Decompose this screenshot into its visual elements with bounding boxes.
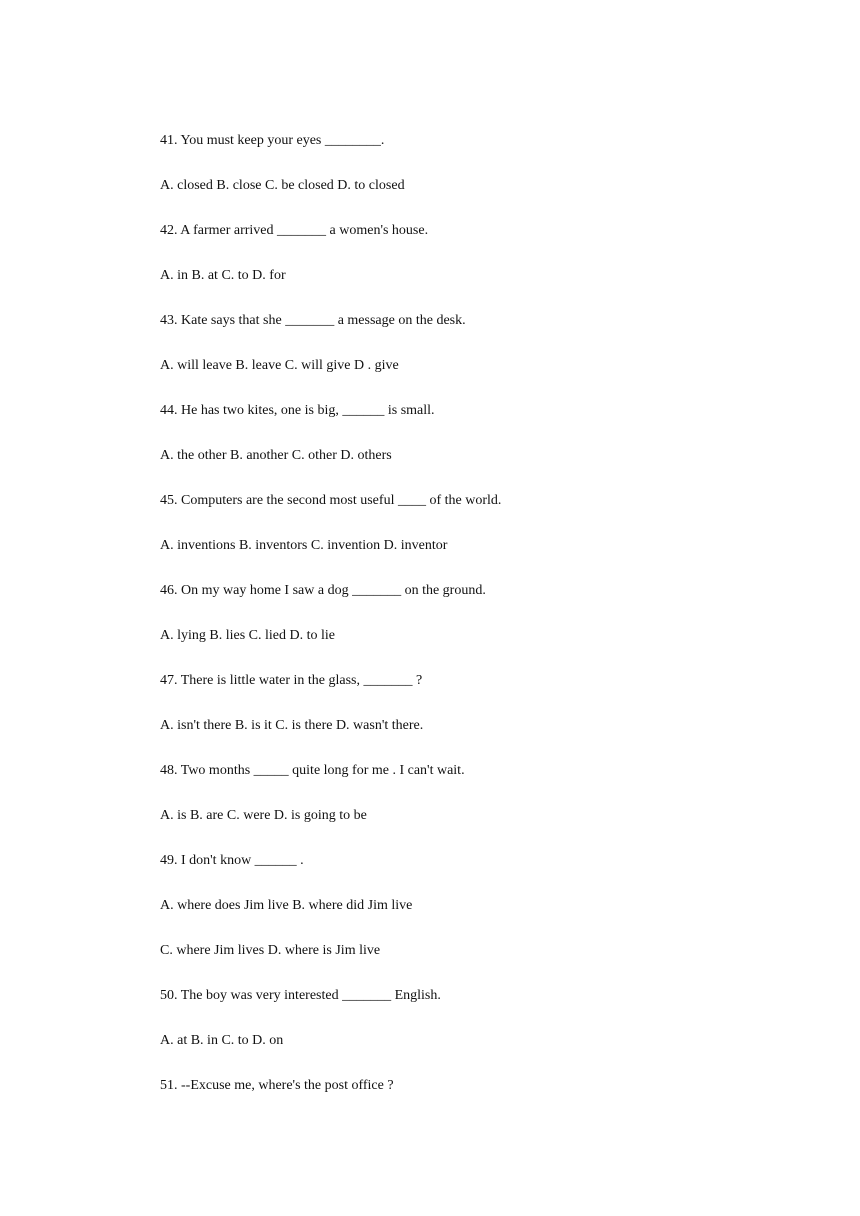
- question-42: 42. A farmer arrived _______ a women's house.: [160, 223, 429, 238]
- question-51: 51. --Excuse me, where's the post office ?: [160, 1078, 394, 1093]
- question-49: 49. I don't know ______ .: [160, 853, 304, 868]
- options-42: A. in B. at C. to D. for: [160, 268, 286, 283]
- question-47: 47. There is little water in the glass, _______ ?: [160, 673, 423, 688]
- options-47: A. isn't there B. is it C. is there D. wasn't there.: [160, 718, 424, 733]
- question-41: 41. You must keep your eyes ________.: [160, 133, 385, 148]
- question-46: 46. On my way home I saw a dog _______ on the ground.: [160, 583, 486, 598]
- options-48: A. is B. are C. were D. is going to be: [160, 808, 367, 823]
- options-49-cd: C. where Jim lives D. where is Jim live: [160, 943, 381, 958]
- question-43: 43. Kate says that she _______ a message on the desk.: [160, 313, 466, 328]
- options-49-ab: A. where does Jim live B. where did Jim live: [160, 898, 413, 913]
- options-43: A. will leave B. leave C. will give D . give: [160, 358, 399, 373]
- options-41: A. closed B. close C. be closed D. to closed: [160, 178, 405, 193]
- question-44: 44. He has two kites, one is big, ______ is small.: [160, 403, 435, 418]
- options-46: A. lying B. lies C. lied D. to lie: [160, 628, 335, 643]
- question-45: 45. Computers are the second most useful ____ of the world.: [160, 493, 502, 508]
- question-50: 50. The boy was very interested _______ English.: [160, 988, 441, 1003]
- options-50: A. at B. in C. to D. on: [160, 1033, 284, 1048]
- options-44: A. the other B. another C. other D. others: [160, 448, 392, 463]
- question-48: 48. Two months _____ quite long for me . I can't wait.: [160, 763, 465, 778]
- options-45: A. inventions B. inventors C. invention D. inventor: [160, 538, 448, 553]
